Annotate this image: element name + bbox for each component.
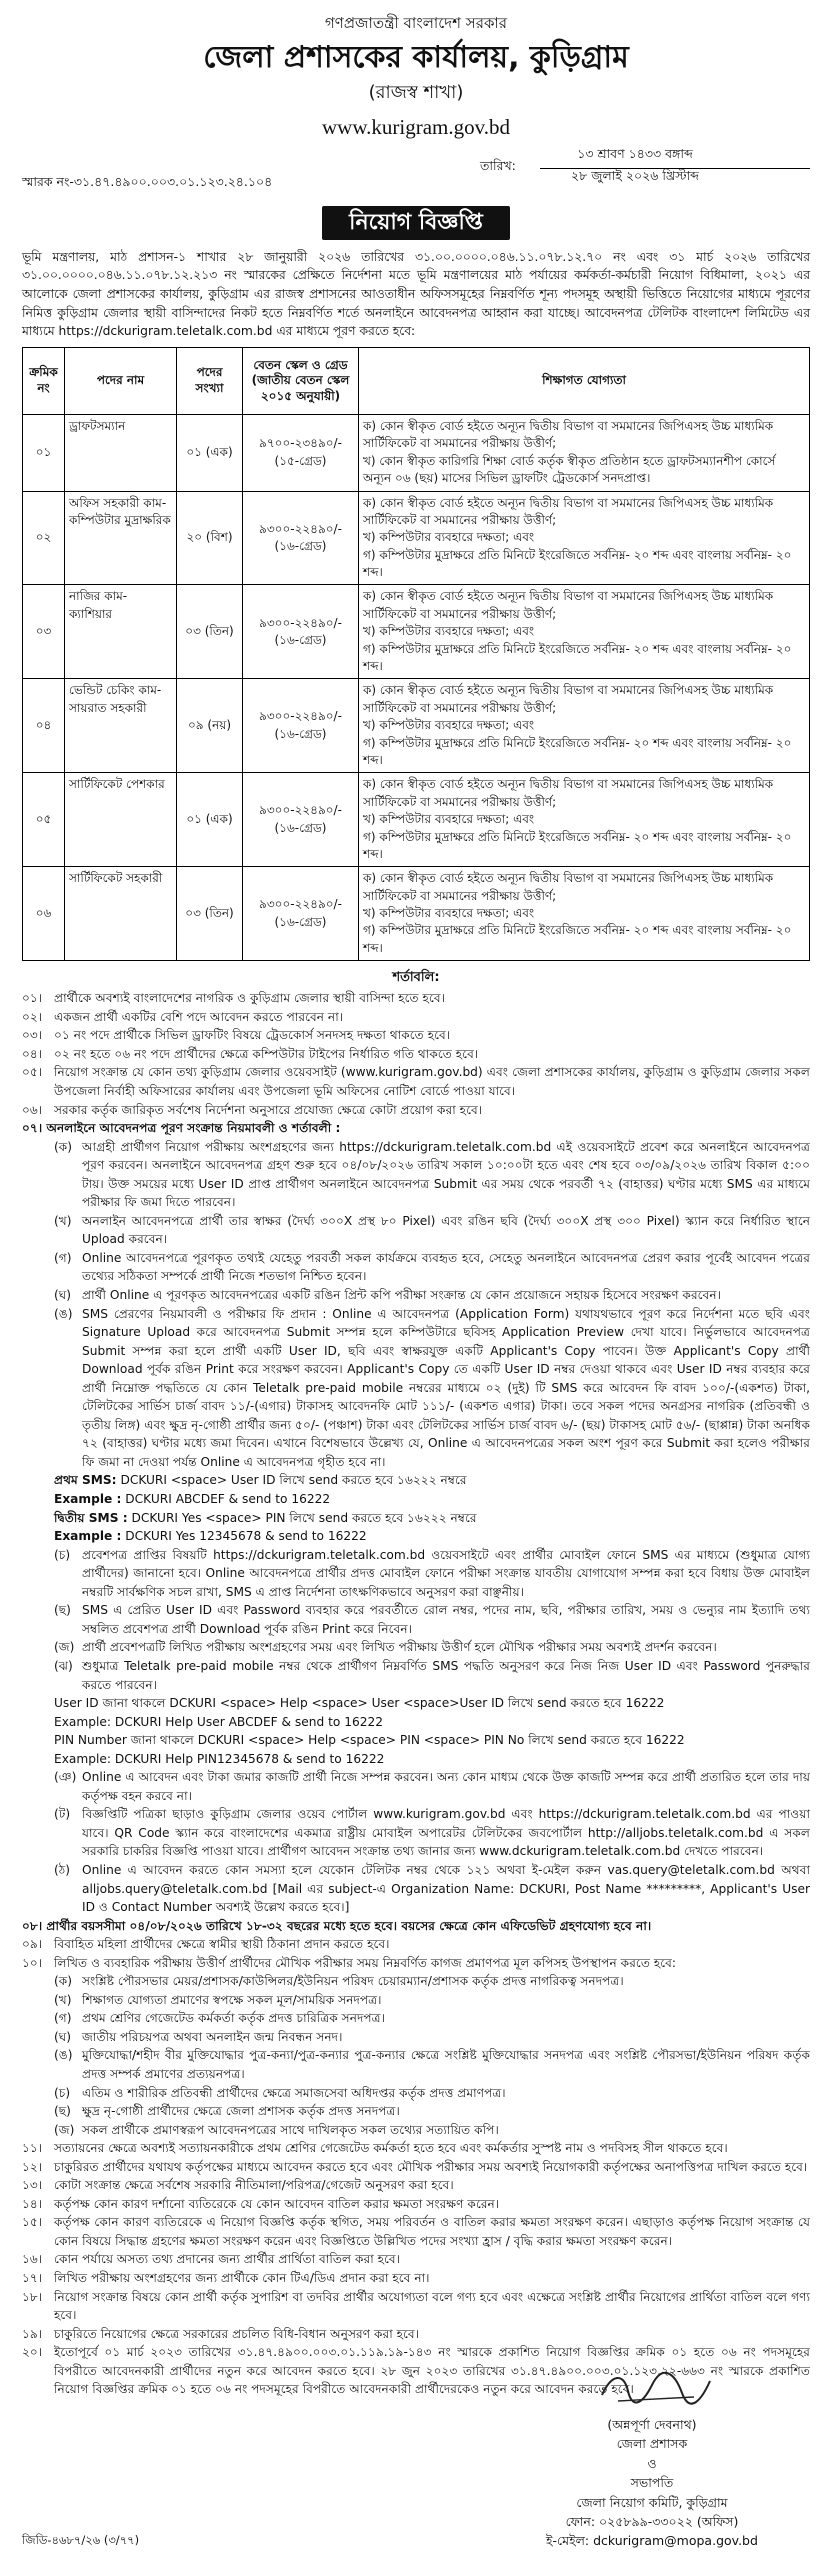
condition-item-text: বিবাহিত মহিলা প্রার্থীদের ক্ষেত্রে স্বামীর স্থায়ী ঠিকানা প্রদান করতে হবে। (54, 1937, 390, 1952)
condition-item-number: ১৯। (22, 2326, 43, 2341)
row-pay-scale (243, 491, 359, 585)
condition-item-text: লিখিত পরীক্ষায় অংশগ্রহণের জন্য প্রার্থীকে কোন টিএ/ডিএ প্রদান করা হবে না। (54, 2271, 430, 2285)
website-link[interactable]: www.kurigram.gov.bd (322, 114, 510, 139)
online-rule-item-text: প্রবেশপত্র প্রাপ্তির বিষয়টি https://dckurigram.teletalk.com.bd ওয়েবসাইটে এবং প্রার্থীর মোবাইল ফোনে SMS এর মাধ্যমে (শুধুমাত্র যোগ্য প্রার্থীদের) জানানো হবে। Online আবেদনপত্রে প্রার্থীর প্রদত্ত মোবাইল ফোনে পরীক্ষা সংক্রান্ত যাবতীয় যোগাযোগ সম্পন্ন করা হবে বিধায় উক্ত মোবাইল নম্বরটি সার্বক্ষণিক সচল রাখা, SMS এ প্রাপ্ত নির্দেশনা তাৎক্ষণিকভাবে অনুসরণ করা বাঞ্ছনীয়। (82, 1547, 810, 1599)
table-row (23, 414, 810, 491)
signatory-designation: জেলা প্রশাসক (616, 2436, 688, 2452)
table-row (23, 491, 810, 585)
sms-text: DCKURI Yes 12345678 & send to 16222 (125, 1529, 367, 1544)
signatory-committee-name: জেলা নিয়োগ কমিটি, কুড়িগ্রাম (576, 2494, 728, 2510)
condition-item (22, 2288, 810, 2325)
date-bangla: ১৩ শ্রাবণ ১৪৩৩ বঙ্গাব্দ (577, 145, 693, 161)
table-row (23, 679, 810, 773)
col-serial: ক্রমিক নং (23, 347, 65, 414)
condition-item-text: ০১ নং পদে প্রার্থীকে সিভিল ড্রাফটিং বিষয়ে ট্রেডকোর্স সনদসহ দক্ষতা থাকতে হবে। (54, 1028, 451, 1043)
document-item (54, 2028, 810, 2047)
document-item (54, 2009, 810, 2028)
online-rule-item-number: (জ) (54, 1640, 75, 1655)
qualification-line: গ) কম্পিউটার মুদ্রাক্ষরে প্রতি মিনিটে ইংরেজিতে সর্বনিম্ন- ২০ শব্দ এবং বাংলায় সর্বনিম্ন- ২০ শব্দ। (363, 923, 792, 955)
intro-paragraph: ভূমি মন্ত্রণালয়, মাঠ প্রশাসন-১ শাখার ২৮ জানুয়ারী ২০২৬ তারিখের ৩১.০০.০০০০.০৪৬.১১.০৭৮.১২.৭০ নং এবং ৩১ মার্চ ২০২৬ তারিখের ৩১.০০.০০০০.০৪৬.১১.০৭৮.১২.২১৩ নং স্মারকের প্রেক্ষিতে নির্দেশনা মতে ভূমি মন্ত্রণালয়ের মাঠ পর্যায়ের কর্মকর্তা-কর্মচারী নিয়োগ বিধিমালা, ২০২১ এর আলোকে জেলা প্রশাসকের কার্যালয়, কুড়িগ্রাম এর রাজস্ব প্রশাসনের আওতাধীন অফিসসমূহের নিম্নবর্ণিত শূন্য পদসমূহ অস্থায়ী ভিত্তিতে নিয়োগের মাধ্যমে পূরণের নিমিত্ত কুড়িগ্রাম জেলার স্থায়ী বাসিন্দাদের নিকট হতে নিম্নবর্ণিত শর্তে অনলাইনে আবেদনপত্র আহ্বান করা যাচ্ছে। আবেদনপত্র টেলিটক বাংলাদেশ লিমিটেড এর মাধ্যমে https://dckurigram.teletalk.com.bd এর মাধ্যমে পূরণ করতে হবে: (22, 249, 810, 339)
sms-line (54, 1509, 810, 1528)
online-rule-item-number: (ক) (54, 1139, 73, 1154)
condition-item-text: সত্যায়নের ক্ষেত্রে অবশ্যই সত্যায়নকারীকে প্রথম শ্রেণির গেজেটেড কর্মকর্তা হতে হবে এবং কর্মকর্তার সুস্পষ্ট নাম ও পদবিসহ সীল থাকতে হবে। (54, 2141, 728, 2156)
row-post-name: নাজির কাম- ক্যাশিয়ার (65, 585, 177, 679)
document-item-number: (চ) (54, 2085, 71, 2100)
condition-item-number: ০১। (22, 991, 43, 1006)
sms-label: Example : (54, 1529, 122, 1544)
government-name: গণপ্রজাতন্ত্রী বাংলাদেশ সরকার (324, 14, 508, 32)
condition-item-text: কোটা সংক্রান্ত ক্ষেত্রে সর্বশেষ সরকারি নীতিমালা/পরিপত্র/গেজেট অনুসরণ করা হবে। (54, 2178, 454, 2193)
pay-grade: (১৬-গ্রেড) (274, 914, 327, 929)
row-serial: ০৩ (23, 585, 65, 679)
sms-line (54, 1471, 810, 1490)
online-rule-item (54, 1249, 810, 1286)
online-rule-item-text: অনলাইন আবেদনপত্রে প্রার্থী তার স্বাক্ষর (দৈর্ঘ্য ৩০০X প্রস্থ ৮০ Pixel) এবং রঙিন ছবি (দৈর্ঘ্য ৩০০X প্রস্থ ৩০০ Pixel) স্ক্যান করে নির্ধারিত স্থানে Upload করবেন। (82, 1213, 810, 1247)
qualification-line: খ) কম্পিউটার ব্যবহারে দক্ষতা; এবং (363, 530, 535, 545)
signature-block (542, 2365, 762, 2551)
col-scale: বেতন স্কেল ও গ্রেড (জাতীয় বেতন স্কেল ২০১৫ অনুযায়ী) (243, 347, 359, 414)
col-qualification: শিক্ষাগত যোগ্যতা (359, 347, 810, 414)
footer-code: জিডি-৪৬৮৭/২৬ (৩/৭৭) (22, 2533, 140, 2547)
pay-grade: (১৬-গ্রেড) (274, 820, 327, 835)
col-post: পদের নাম (65, 347, 177, 414)
condition-item-number: ০২। (22, 1009, 43, 1024)
signatory-name: (অন্নপূর্ণা দেবনাথ) (607, 2417, 697, 2432)
row-post-count: ০৩ (তিন) (177, 867, 243, 961)
signature-image (542, 2365, 762, 2413)
row-post-count: ০১ (এক) (177, 773, 243, 867)
qualification-line: খ) কম্পিউটার ব্যবহারে দক্ষতা; এবং (363, 624, 535, 639)
conditions-list-3 (22, 2139, 810, 2399)
document-item (54, 2084, 810, 2103)
condition-item-number: ০৯। (22, 1937, 43, 1952)
condition-item-number: ২০। (22, 2345, 43, 2360)
condition-item-text: প্রার্থীকে অবশ্যই বাংলাদেশের নাগরিক ও কুড়িগ্রাম জেলার স্থায়ী বাসিন্দা হতে হবে। (54, 991, 446, 1006)
online-rule-item-text: Online আবেদনপত্রে পূরণকৃত তথ্যই যেহেতু পরবর্তী সকল কার্যক্রমে ব্যবহৃত হবে, সেহেতু অনলাইনে আবেদনপত্র প্রেরণ করার পূর্বেই আবেদন পত্রের তথ্যের সঠিকতা সম্পর্কে প্রার্থী নিজে শতভাগ নিশ্চিত হবেন। (82, 1250, 810, 1284)
signatory-email: ই-মেইল: dckurigram@mopa.gov.bd (546, 2533, 758, 2549)
row-serial: ০২ (23, 491, 65, 585)
condition-item-number: ১৮। (22, 2289, 43, 2304)
online-rule-item-text: Online এ আবেদন করতে কোন সমস্যা হলে যেকোন টেলিটক নম্বর থেকে ১২১ অথবা ই-মেইল করুন vas.query@teletalk.com.bd অথবা alljobs.query@teletalk.com.bd [Mail এর subject-এ Organization Name: DCKURI, Post Name *********, Applicant's User ID ও Contact Number অবশ্যই উল্লেখ করতে হবে।] (82, 1862, 810, 1915)
document-item-number: (ঘ) (54, 2029, 72, 2044)
online-rules-list-3 (22, 1768, 810, 1916)
condition-item (22, 1954, 810, 1973)
condition-item-number: ০৫। (22, 1065, 43, 1080)
condition-item (22, 2158, 810, 2177)
document-item-text: প্রথম শ্রেণির গেজেটেড কর্মকর্তা কর্তৃক প্রদত্ত চারিত্রিক সনদপত্র। (82, 2011, 385, 2026)
pay-scale-value: ৯৩০০-২২৪৯০/- (259, 615, 342, 630)
condition-item-text: নিয়োগ সংক্রান্ত যে কোন তথ্য কুড়িগ্রাম জেলার ওয়েবসাইট (www.kurigram.gov.bd) এবং জেলা প্রশাসকের কার্যালয়, কুড়িগ্রাম ও কুড়িগ্রাম জেলার সকল উপজেলা নির্বাহী অফিসারের কার্যালয় এবং উপজেলা ভূমি অফিসের নোটিশ বোর্ডে পাওয়া যাবে। (54, 1065, 810, 1098)
signatory-phone: ফোন: ০২৫৮৯৯-৩৩০২২ (অফিস) (565, 2513, 739, 2529)
row-pay-scale (243, 867, 359, 961)
letterhead (22, 12, 810, 140)
online-rule-item (54, 1286, 810, 1305)
online-rule-item-number: (ঙ) (54, 1306, 73, 1321)
table-row (23, 867, 810, 961)
pay-grade: (১৫-গ্রেড) (274, 453, 327, 468)
sms-label: প্রথম SMS: (54, 1473, 117, 1488)
online-rule-item (54, 1768, 810, 1805)
sms-line (54, 1490, 810, 1509)
sms-line (54, 1527, 810, 1546)
pay-scale-value: ৯৩০০-২২৪৯০/- (259, 803, 342, 818)
condition-item (22, 2325, 810, 2344)
online-rule-item (54, 1601, 810, 1638)
row-post-name: সার্টিফিকেট পেশকার (65, 773, 177, 867)
condition-item-text: ইতোপূর্বে ০১ মার্চ ২০২৩ তারিখের ৩১.৪৭.৪৯০০.০০৩.০১.১১৯.১৯-১৪৩ নং স্মারকে প্রকাশিত নিয়োগ বিজ্ঞপ্তির ক্রমিক ০১ হতে ০৬ নং পদসমূহের বিপরীতে আবেদনকারী প্রার্থীদের নতুন করে আবেদন করতে হবে। ২৮ জুন ২০২৩ তারিখের ৩১.৪৭.৪৯০০.০০৩.০১.১২৩.২২-৬৬৩ নং স্মারকে প্রকাশিত নিয়োগ বিজ্ঞপ্তির ক্রমিক ০১ হতে ০৬ নং পদসমূহের বিপরীতে আবেদনকারী প্রার্থীদেরকেও নতুন করে আবেদন করতে হবে। (54, 2345, 810, 2397)
row-serial: ০৫ (23, 773, 65, 867)
terms-block (22, 989, 810, 2399)
condition-item (22, 2269, 810, 2288)
condition-item (22, 989, 810, 1008)
document-item-text: সংশ্লিষ্ট পৌরসভার মেয়র/প্রশাসক/কাউন্সিলর/ইউনিয়ন পরিষদ চেয়ারম্যান/প্রশাসক কর্তৃক প্রদত্ত নাগরিকত্ব সনদপত্র। (82, 1974, 624, 1989)
posts-table (22, 347, 810, 961)
date-label: তারিখ: (480, 157, 516, 173)
condition-item-text: লিখিত ও ব্যবহারিক পরীক্ষায় উত্তীর্ণ প্রার্থীদের মৌখিক পরীক্ষার সময় নিম্নবর্ণিত কাগজ প্রমাণপত্র মূল কপিসহ উপস্থাপন করতে হবে: (54, 1955, 677, 1970)
row-qualification (359, 679, 810, 773)
online-rule-item (54, 1546, 810, 1602)
online-rule-item-number: (চ) (54, 1547, 71, 1562)
online-rule-item-text: প্রার্থী প্রবেশপত্রটি লিখিত পরীক্ষায় অংশগ্রহণের সময় এবং লিখিত পরীক্ষায় উত্তীর্ণ হলে মৌখিক পরীক্ষার সময় অবশ্যই প্রদর্শন করবেন। (82, 1640, 717, 1655)
online-rule-item-number: (ট) (54, 1807, 71, 1822)
table-row (23, 773, 810, 867)
online-rule-item (54, 1212, 810, 1249)
online-rule-item-text: SMS প্রেরণের নিয়মাবলী ও পরীক্ষার ফি প্রদান : Online এ আবেদনপত্র (Application Form) যথাযথভাবে পূরণ করে নির্দেশনা মতে ছবি এবং Signature Upload করে আবেদনপত্র Submit সম্পন্ন হলে কম্পিউটারে ছবিসহ Application Preview দেখা যাবে। নির্ভুলভাবে আবেদনপত্র Submit সম্পন্ন করা হলে প্রার্থী একটি User ID, ছবি এবং স্বাক্ষরযুক্ত একটি Applicant's Copy পাবেন। উক্ত Applicant's Copy প্রার্থী Download পূর্বক রঙিন Print করে সংরক্ষণ করবেন। Applicant's Copy তে একটি User ID নম্বর দেওয়া থাকবে এবং User ID নম্বর ব্যবহার করে প্রার্থী নিম্নোক্ত পদ্ধতিতে যে কোন Teletalk pre-paid mobile নম্বরের মাধ্যমে ০২ (দুই) টি SMS করে আবেদন ফি বাবদ ১০০/-(একশত) টাকা, টেলিটকের সার্ভিস চার্জ বাবদ ১১/-(এগার) টাকাসহ আবেদনফি মোট ১১১/- (একশত এগার) টাকা। তবে সকল পদের অনগ্রসর নাগরিক (প্রতিবন্ধী ও তৃতীয় লিঙ্গ) এবং ক্ষুদ্র নৃ-গোষ্ঠী প্রার্থীর জন্য ৫০/- (পঞ্চাশ) টাকা এবং টেলিটকের সার্ভিস চার্জ বাবদ ৬/- (ছয়) টাকাসহ মোট ৫৬/- (ছাপ্পান্ন) টাকা অনধিক ৭২ (বাহাত্তর) ঘণ্টার মধ্যে জমা দিবেন। এখানে বিশেষভাবে উল্লেখ্য যে, Online এ আবেদনপত্রের সকল অংশ পূরণ করে Submit করা হলেও পরীক্ষার ফি জমা না দেওয়া পর্যন্ত Online এ আবেদনপত্র গৃহীত হবে না। (82, 1306, 810, 1469)
condition-item-text: কোন পর্যায়ে অসত্য তথ্য প্রদানের জন্য প্রার্থীর প্রার্থিতা বাতিল করা হবে। (54, 2252, 401, 2267)
notice-title: নিয়োগ বিজ্ঞপ্তি (322, 206, 510, 240)
qualification-line: গ) কম্পিউটার মুদ্রাক্ষরে প্রতি মিনিটে ইংরেজিতে সর্বনিম্ন- ২০ শব্দ এবং বাংলায় সর্বনিম্ন- ২০ শব্দ। (363, 735, 792, 767)
condition-item-number: ১৪। (22, 2196, 43, 2211)
condition-item (22, 1935, 810, 1954)
pay-grade: (১৬-গ্রেড) (274, 538, 327, 553)
pay-scale-value: ৯৩০০-২২৪৯০/- (259, 709, 342, 724)
row-pay-scale (243, 773, 359, 867)
qualification-line: গ) কম্পিউটার মুদ্রাক্ষরে প্রতি মিনিটে ইংরেজিতে সর্বনিম্ন- ২০ শব্দ এবং বাংলায় সর্বনিম্ন- ২০ শব্দ। (363, 829, 792, 861)
row-pay-scale (243, 679, 359, 773)
document-item-number: (গ) (54, 2011, 72, 2026)
signatory-and: ও (647, 2455, 657, 2471)
condition-item-number: ০৩। (22, 1028, 43, 1043)
row-post-count: ০৩ (তিন) (177, 585, 243, 679)
office-name: জেলা প্রশাসকের কার্যালয়, কুড়িগ্রাম (203, 40, 629, 75)
row-pay-scale (243, 414, 359, 491)
condition-item (22, 1063, 810, 1100)
document-item-text: মুক্তিযোদ্ধা/শহীদ বীর মুক্তিযোদ্ধার পুত্র-কন্যা/পুত্র-কন্যার পুত্র-কন্যার ক্ষেত্রে সংশ্লিষ্ট মুক্তিযোদ্ধার সনদপত্র এবং সংশ্লিষ্ট পৌরসভা/ইউনিয়ন পরিষদ কর্তৃক প্রদত্ত সম্পর্ক প্রমাণের প্রত্যয়নপত্র। (82, 2048, 810, 2081)
row-qualification (359, 414, 810, 491)
pay-grade: (১৬-গ্রেড) (274, 632, 327, 647)
document-item-number: (ঙ) (54, 2048, 73, 2063)
online-rule-item-text: আগ্রহী প্রার্থীগণ নিয়োগ পরীক্ষায় অংশগ্রহণের জন্য https://dckurigram.teletalk.com.bd এই ওয়েবসাইটে প্রবেশ করে অনলাইনে আবেদনপত্র পূরণ করবেন। অনলাইনে আবেদনপত্র গ্রহণ শুরু হবে ০৪/০৮/২০২৬ তারিখ সকাল ১০:০০টা হতে এবং শেষ হবে ০৩/০৯/২০২৬ তারিখ বিকাল ৫:০০ টায়। উক্ত সময়ের মধ্যে User ID প্রাপ্ত প্রার্থীগণ অনলাইনে আবেদনপত্র Submit এর সময় থেকে পরবর্তী ৭২ (বাহাত্তর) ঘণ্টার মধ্যে SMS এর মাধ্যমে পরীক্ষার ফি জমা দিতে পারবেন। (82, 1139, 810, 1210)
qualification-line: ক) কোন স্বীকৃত বোর্ড হইতে অন্যূন দ্বিতীয় বিভাগ বা সমমানের জিপিএসহ উচ্চ মাধ্যমিক সার্টিফিকেট বা সমমানের পরীক্ষায় উত্তীর্ণ; (363, 589, 774, 621)
online-rules-list-2 (22, 1546, 810, 1694)
document-item-text: ক্ষুদ্র নৃ-গোষ্ঠী প্রার্থীদের ক্ষেত্রে জেলা প্রশাসক কর্তৃক প্রদত্ত সনদপত্র। (82, 2104, 400, 2119)
online-rule-item-number: (ঝ) (54, 1658, 73, 1673)
qualification-line: ক) কোন স্বীকৃত বোর্ড হইতে অন্যূন দ্বিতীয় বিভাগ বা সমমানের জিপিএসহ উচ্চ মাধ্যমিক সার্টিফিকেট বা সমমানের পরীক্ষায় উত্তীর্ণ; (363, 495, 774, 527)
condition-item (22, 2139, 810, 2158)
condition-item-number: ০৪। (22, 1046, 43, 1061)
online-rule-item-text: প্রার্থী Online এ পূরণকৃত আবেদনপত্রের একটি রঙিন প্রিন্ট কপি পরীক্ষা সংক্রান্ত যে কোন প্রয়োজনে সহায়ক হিসেবে সংরক্ষণ করবেন। (82, 1288, 721, 1303)
condition-item-text: সরকার কর্তৃক জারিকৃত সর্বশেষ নির্দেশনা অনুসারে প্রযোজ্য ক্ষেত্রে কোটা প্রয়োগ করা হবে। (54, 1102, 483, 1117)
sms-block (22, 1471, 810, 1545)
condition-item-number: ১৭। (22, 2271, 43, 2285)
age-limit: ০৮। প্রার্থীর বয়সসীমা ০৪/০৮/২০২৬ তারিখে ১৮-৩২ বছরের মধ্যে হতে হবে। বয়সের ক্ষেত্রে কোন এফিডেভিট গ্রহণযোগ্য হবে না। (22, 1918, 652, 1933)
recovery-line: User ID জানা থাকলে DCKURI <space> Help <space> User <space>User ID লিখে send করতে হবে 16222 (54, 1696, 665, 1711)
row-qualification (359, 585, 810, 679)
condition-item (22, 1101, 810, 1120)
condition-item-text: চাকুরিরত প্রার্থীদের যথাযথ কর্তৃপক্ষের মাধ্যমে আবেদন করতে হবে এবং মৌখিক পরীক্ষার সময় অবশ্যই নিয়োগকারী কর্তৃপক্ষের অনাপত্তিপত্র দাখিল করতে হবে। (54, 2159, 808, 2174)
document-item-number: (ছ) (54, 2104, 71, 2119)
memo-number: স্মারক নং-৩১.৪৭.৪৯০০.০০৩.০১.১২৩.২৪.১০৪ (22, 173, 273, 189)
online-rule-item-number: (ছ) (54, 1603, 71, 1618)
signatory-committee: সভাপতি (630, 2475, 674, 2491)
qualification-line: গ) কম্পিউটার মুদ্রাক্ষরে প্রতি মিনিটে ইংরেজিতে সর্বনিম্ন- ২০ শব্দ এবং বাংলায় সর্বনিম্ন- ২০ শব্দ। (363, 547, 792, 580)
row-serial: ০১ (23, 414, 65, 491)
condition-item (22, 1008, 810, 1027)
table-row (23, 585, 810, 679)
online-rule-item-text: শুধুমাত্র Teletalk pre-paid mobile নম্বর থেকে প্রার্থীগণ নিম্নবর্ণিত SMS পদ্ধতি অনুসরণ করে নিজ নিজ User ID এবং Password পুনরুদ্ধার করতে পারবেন। (82, 1658, 810, 1692)
document-item-text: সকল প্রার্থীকে প্রমাণস্বরূপ আবেদনপত্রের সাথে দাখিলকৃত সকল তথ্যের সত্যায়িত কপি। (82, 2122, 499, 2137)
online-rule-item-number: (ঘ) (54, 1288, 72, 1303)
row-post-name: সার্টিফিকেট সহকারী (65, 867, 177, 961)
row-post-count: ০১ (এক) (177, 414, 243, 491)
online-rule-item-number: (ঞ) (54, 1770, 77, 1785)
condition-item-number: ১৩। (22, 2178, 43, 2193)
row-post-name: ভেন্ডিট চেকিং কাম-সায়রাত সহকারী (65, 679, 177, 773)
qualification-line: খ) কম্পিউটার ব্যবহারে দক্ষতা; এবং (363, 906, 535, 921)
document-item-text: শিক্ষাগত যোগ্যতা প্রমাণের স্বপক্ষে সকল মূল/সাময়িক সনদপত্র। (82, 1992, 382, 2007)
condition-item (22, 2250, 810, 2269)
sms-text: DCKURI ABCDEF & send to 16222 (125, 1492, 331, 1507)
row-serial: ০৬ (23, 867, 65, 961)
document-item-text: জাতীয় পরিচয়পত্র অথবা অনলাইন জন্ম নিবন্ধন সনদ। (82, 2029, 343, 2044)
condition-item (22, 1026, 810, 1045)
row-pay-scale (243, 585, 359, 679)
row-post-count: ০৯ (নয়) (177, 679, 243, 773)
online-rule-item-number: (খ) (54, 1213, 72, 1228)
qualification-line: ক) কোন স্বীকৃত বোর্ড হইতে অন্যূন দ্বিতীয় বিভাগ বা সমমানের জিপিএসহ উচ্চ মাধ্যমিক সার্টিফিকেট বা সমমানের পরীক্ষায় উত্তীর্ণ; (363, 418, 774, 451)
table-header-row (23, 347, 810, 414)
online-rule-item-text: বিজ্ঞপ্তিটি পত্রিকা ছাড়াও কুড়িগ্রাম জেলার ওয়েব পোর্টাল www.kurigram.gov.bd এবং https://dckurigram.teletalk.com.bd এর পাওয়া যাবে। QR Code স্ক্যান করে বাংলাদেশের একমাত্র রাষ্ট্রীয় মোবাইল অপারেটর টেলিটকের জবপোর্টাল http://alljobs.teletalk.com.bd এ সকল সরকারি চাকরির বিজ্ঞপ্তি পাওয়া যাবে। প্রার্থীগণ আবেদন সংক্রান্ত তথ্য জানার জন্য www.dckurigram.teletalk.com.bd দেখতে পারবেন। (82, 1807, 810, 1859)
pay-scale-value: ৯৩০০-২২৪৯০/- (259, 897, 342, 912)
condition-item (22, 2195, 810, 2214)
recovery-line: PIN Number জানা থাকলে DCKURI <space> Help <space> PIN <space> PIN No লিখে send করতে হবে 16222 (54, 1733, 685, 1748)
branch-name: (রাজস্ব শাখা) (368, 81, 464, 103)
document-item (54, 2121, 810, 2140)
document-item (54, 1972, 810, 1991)
online-rule-item (54, 1638, 810, 1657)
online-rule-item (54, 1805, 810, 1861)
row-qualification (359, 867, 810, 961)
online-rule-item (54, 1861, 810, 1917)
sms-text: DCKURI Yes <space> PIN লিখে send করতে হবে ১৬২২২ নম্বরে (131, 1510, 477, 1525)
recovery-line: Example: DCKURI Help User ABCDEF & send to 16222 (54, 1714, 383, 1729)
online-rule-item-number: (গ) (54, 1250, 72, 1265)
condition-item-number: ১১। (22, 2141, 43, 2156)
qualification-line: ক) কোন স্বীকৃত বোর্ড হইতে অন্যূন দ্বিতীয় বিভাগ বা সমমানের জিপিএসহ উচ্চ মাধ্যমিক সার্টিফিকেট বা সমমানের পরীক্ষায় উত্তীর্ণ; (363, 871, 774, 903)
recovery-line: Example: DCKURI Help PIN12345678 & send to 16222 (54, 1751, 385, 1766)
row-serial: ০৪ (23, 679, 65, 773)
condition-item (22, 2213, 810, 2250)
row-post-name: ড্রাফটসম্যান (65, 414, 177, 491)
date-english: ২৮ জুলাই ২০২৬ খ্রিস্টাব্দ (571, 167, 699, 183)
online-rules-list (22, 1138, 810, 1472)
documents-list (22, 1972, 810, 2139)
sms-label: দ্বিতীয় SMS : (54, 1510, 128, 1525)
row-post-name: অফিস সহকারী কাম- কম্পিউটার মুদ্রাক্ষরিক (65, 491, 177, 585)
document-item-number: (ক) (54, 1974, 73, 1989)
document-item (54, 1991, 810, 2010)
condition-item (22, 2176, 810, 2195)
col-count: পদের সংখ্যা (177, 347, 243, 414)
qualification-line: খ) কোন স্বীকৃত কারিগরি শিক্ষা বোর্ড কর্তৃক স্বীকৃত প্রতিষ্ঠান হতে ড্রাফটসম্যানশীপ কোর্সে অন্যূন ০৬ (ছয়) মাসের সিভিল ড্রাফটিং ট্রেডকোর্স সনদপ্রাপ্ত। (363, 453, 776, 486)
sms-label: Example : (54, 1492, 122, 1507)
qualification-line: ক) কোন স্বীকৃত বোর্ড হইতে অন্যূন দ্বিতীয় বিভাগ বা সমমানের জিপিএসহ উচ্চ মাধ্যমিক সার্টিফিকেট বা সমমানের পরীক্ষায় উত্তীর্ণ; (363, 683, 774, 715)
pay-scale-value: ৯৩০০-২২৪৯০/- (259, 521, 342, 536)
qualification-line: গ) কম্পিউটার মুদ্রাক্ষরে প্রতি মিনিটে ইংরেজিতে সর্বনিম্ন- ২০ শব্দ এবং বাংলায় সর্বনিম্ন- ২০ শব্দ। (363, 641, 792, 674)
condition-item-number: ১০। (22, 1955, 43, 1970)
condition-item-number: ১২। (22, 2159, 43, 2174)
memo-bar (22, 144, 810, 200)
qualification-line: ক) কোন স্বীকৃত বোর্ড হইতে অন্যূন দ্বিতীয় বিভাগ বা সমমানের জিপিএসহ উচ্চ মাধ্যমিক সার্টিফিকেট বা সমমানের পরীক্ষায় উত্তীর্ণ; (363, 777, 774, 809)
pay-scale-value: ৯৭০০-২৩৪৯০/- (259, 436, 342, 451)
condition-item-text: কর্তৃপক্ষ কোন কারণ ব্যতিরেকে এ নিয়োগ বিজ্ঞপ্তি কর্তৃক স্থগিত, সময় পরিবর্তন ও বাতিল করার ক্ষমতা সংরক্ষণ করেন। এছাড়াও কর্তৃপক্ষ নিয়োগ সংক্রান্ত যে কোন বিষয়ে সিদ্ধান্ত গ্রহণের ক্ষমতা সংরক্ষণ করেন এবং বিজ্ঞপ্তিতে উল্লিখিত পদের সংখ্যা হ্রাস / বৃদ্ধি করার ক্ষমতা সংরক্ষণ করেন। (54, 2215, 810, 2248)
condition-item (22, 1045, 810, 1064)
online-rule-item (54, 1138, 810, 1212)
document-item (54, 2102, 810, 2121)
condition-item-text: কর্তৃপক্ষ কোন কারণ দর্শানো ব্যতিরেকে যে কোন আবেদন বাতিল করার ক্ষমতা সংরক্ষণ করেন। (54, 2196, 500, 2211)
row-qualification (359, 491, 810, 585)
online-title: ০৭। অনলাইনে আবেদনপত্র পূরণ সংক্রান্ত নিয়মাবলী ও শর্তাবলী : (22, 1121, 341, 1136)
conditions-list-2 (22, 1935, 810, 1972)
condition-item-text: ০২ নং হতে ০৬ নং পদে প্রার্থীদের ক্ষেত্রে কম্পিউটার টাইপের নির্ধারিত গতি থাকতে হবে। (54, 1046, 479, 1061)
online-rule-item-text: Online এ আবেদন এবং টাকা জমার কাজটি প্রার্থী নিজে সম্পন্ন করবেন। অন্য কোন মাধ্যম থেকে উক্ত কাজটি সম্পন্ন করে প্রার্থী প্রতারিত হলে তার দায় কর্তৃপক্ষ বহন করবে না। (82, 1770, 810, 1803)
conditions-title: শর্তাবলি: (392, 970, 440, 986)
online-rule-item (54, 1657, 810, 1694)
sms-text: DCKURI <space> User ID লিখে send করতে হবে ১৬২২২ নম্বরে (120, 1473, 467, 1488)
document-item-number: (জ) (54, 2122, 75, 2137)
document-item-text: এতিম ও শারীরিক প্রতিবন্ধী প্রার্থীদের ক্ষেত্রে সমাজসেবা অধিদপ্তর কর্তৃক প্রদত্ত প্রমাণপত্র। (82, 2085, 506, 2100)
qualification-line: খ) কম্পিউটার ব্যবহারে দক্ষতা; এবং (363, 812, 535, 827)
conditions-list (22, 989, 810, 1119)
condition-item-text: একজন প্রার্থী একটির বেশি পদে আবেদন করতে পারবেন না। (54, 1009, 344, 1024)
condition-item-number: ১৫। (22, 2215, 43, 2230)
condition-item-text: চাকুরিতে নিয়োগের ক্ষেত্রে সরকারের প্রচলিত বিধি-বিধান অনুসরণ করা হবে। (54, 2326, 420, 2341)
condition-item-text: নিয়োগ সংক্রান্ত বিষয়ে কোন প্রার্থী কর্তৃক সুপারিশ বা তদবির প্রার্থীর অযোগ্যতা বলে গণ্য হবে এবং এক্ষেত্রে সংশ্লিষ্ট প্রার্থীর নিয়োগের প্রার্থিতা বাতিল বলে গণ্য হবে। (54, 2289, 810, 2323)
row-post-count: ২০ (বিশ) (177, 491, 243, 585)
condition-item-number: ০৬। (22, 1102, 43, 1117)
online-rule-item-text: SMS এ প্রেরিত User ID এবং Password ব্যবহার করে পরবর্তীতে রোল নম্বর, পদের নাম, ছবি, পরীক্ষার তারিখ, সময় ও ভেন্যুর নাম ইত্যাদি তথ্য সম্বলিত প্রবেশপত্র প্রার্থী Download পূর্বক রঙিন Print করে নিবেন। (82, 1603, 810, 1636)
recovery-block (22, 1694, 810, 1768)
document-item (54, 2046, 810, 2083)
online-rule-item (54, 1305, 810, 1472)
online-rule-item-number: (ঠ) (54, 1862, 71, 1877)
qualification-line: খ) কম্পিউটার ব্যবহারে দক্ষতা; এবং (363, 718, 535, 733)
row-qualification (359, 773, 810, 867)
document-item-number: (খ) (54, 1992, 72, 2007)
pay-grade: (১৬-গ্রেড) (274, 726, 327, 741)
condition-item-number: ১৬। (22, 2252, 43, 2267)
